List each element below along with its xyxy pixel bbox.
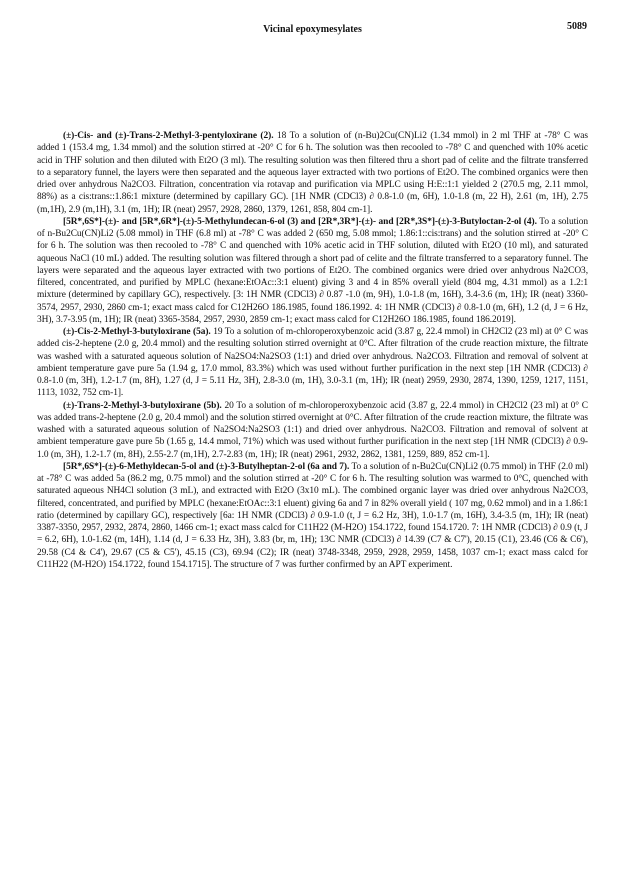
experimental-section bbox=[37, 130, 588, 571]
paragraph-compounds-3-4 bbox=[37, 216, 588, 326]
paragraph-text: 19 To a solution of m-chloroperoxybenzoic acid (3.87 g, 22.4 mmol) in CH2Cl2 (23 ml) at 0° C was added cis-2-heptene (2.0 g, 20.4 mmol) and the resulting solution stirred overnight at 0°C. After filtration of the crude reaction mixture, the filtrate was washed with a saturated aqueous solution of Na2SO4:Na2SO3 (1:1) and dried over anhydrous. Na2CO3. Filtration and removal of solvent at ambient temperature gave pure 5a (1.94 g, 17.0 mmol, 83.3%) which was used without further purification in the next step [1H NMR (CDCl3) ∂ 0.8-1.0 (m, 3H), 1.2-1.7 (m, 8H), 1.27 (d, J = 5.11 Hz, 3H), 2.8-3.0 (m, 1H), 3.0-3.1 (m, 1H); IR (neat) 2959, 2930, 2874, 1390, 1259, 1217, 1151, 1113, 1032, 752 cm-1]. bbox=[37, 327, 588, 399]
compound-heading: [5R*,6S*]-(±)-6-Methyldecan-5-ol and (±)-3-Butylheptan-2-ol (6a and 7). bbox=[63, 461, 350, 472]
paragraph-text: To a solution of n-Bu2Cu(CN)Li2 (5.08 mmol) in THF (6.8 ml) at -78° C was added 2 (650 mg, 5.08 mmol; 1.86:1::cis:trans) and the solution stirred at -20° C for 6 h. The solution was then recooled to -78° C and quenched with 10% acetic acid in THF solution, diluted with Et2O (10 ml), and saturated aqueous NaCl (10 mL) added. The resulting solution was filtered through a short pad of celite and the filtrate transferred to a separatory funnel. The layers were separated and the aqueous layer extracted with two portions of Et2O. The combined organics were dried over anhydrous Na2CO3, filtered, concentrated, and purified by MPLC (hexane:EtOAc::3:1 eluent) giving 3 and 4 in 85% overall yield (804 mg, 4.31 mmol) as a 1.2:1 mixture (determined by capillary GC), respectively. [3: 1H NMR (CDCl3) ∂ 0.87 -1.0 (m, 9H), 1.0-1.8 (m, 16H), 3.4-3.6 (m, 1H); IR (neat) 3360-3574, 2957, 2930, 2860 cm-1; exact mass calcd for C12H26O 186.1985, found 186.1992. 4: 1H NMR (CDCl3) ∂ 0.8-1.0 (m, 6H), 1.2 (d, J = 6 Hz, 3H), 3.7-3.95 (m, 1H); IR (neat) 3365-3584, 2957, 2930, 2859 cm-1; exact mass calcd for C12H26O 186.1985, found 186.2019]. bbox=[37, 216, 589, 325]
paragraph-text: To a solution of n-Bu2Cu(CN)Li2 (0.75 mmol) in THF (2.0 ml) at -78° C was added 5a (86.2 mg, 0.75 mmol) and the solution stirred at -20° C for 6 h. The resulting solution was warmed to 0°C, quenched with saturated aqueous NH4Cl solution (3 mL), and extracted with Et2O (3x10 mL). The combined organic layer was dried over anhydrous Na2CO3, filtered, concentrated, and purified by MPLC (hexane:EtOAc::3:1 eluent) giving 6a and 7 in 82% overall yield ( 107 mg, 0.62 mmol) and in a 1.86:1 ratio (determined by capillary GC), respectively [6a: 1H NMR (CDCl3) ∂ 0.9-1.0 (t, J = 6.2 Hz, 3H), 1.0-1.7 (m, 16H), 3.4-3.5 (m, 1H); IR (neat) 3387-3350, 2957, 2932, 2874, 2860, 1466 cm-1; exact mass calcd for C11H22 (M-H2O) 154.1722, found 154.1720. 7: 1H NMR (CDCl3) ∂ 0.9 (t, J = 6.2, 6H), 1.0-1.62 (m, 14H), 1.14 (d, J = 6.33 Hz, 3H), 3.83 (br, m, 1H); 13C NMR (CDCl3) ∂ 14.39 (C7 & C7'), 20.15 (C1), 23.46 (C6 & C6'), 29.58 (C4 & C4'), 29.67 (C5 & C5'), 45.15 (C3), 69.94 (C2); IR (neat) 3748-3348, 2959, 2928, 2959, 1458, 1037 cm-1; exact mass calcd for C11H22 (M-H2O) 154.1722, found 154.1715]. The structure of 7 was further confirmed by an APT experiment. bbox=[37, 461, 588, 570]
compound-heading: (±)-Trans-2-Methyl-3-butyloxirane (5b). bbox=[63, 400, 222, 411]
compound-heading: (±)-Cis- and (±)-Trans-2-Methyl-3-pentyloxirane (2). bbox=[63, 131, 274, 141]
paragraph-compound-2 bbox=[37, 130, 588, 216]
paragraph-text: 20 To a solution of m-chloroperoxybenzoic acid (3.87 g, 22.4 mmol) in CH2Cl2 (23 ml) at 0° C was added trans-2-heptene (2.0 g, 20.4 mmol) and the solution stirred overnight at 0°C. After filtration of the crude reaction mixture, the filtrate was washed with a saturated aqueous solution of Na2SO4:Na2SO3 (1:1) and dried over anhydrous. Na2CO3. Filtration and removal of solvent at ambient temperature gave pure 5b (1.65 g, 14.4 mmol, 71%) which was used without further purification in the next step [1H NMR (CDCl3) ∂ 0.9-1.0 (m, 3H), 1.2-1.7 (m, 8H), 2.55-2.7 (m,1H), 2.7-2.83 (m, 1H); IR (neat) 2961, 2932, 2862, 1381, 1259, 889, 852 cm-1]. bbox=[37, 400, 588, 460]
compound-heading: (±)-Cis-2-Methyl-3-butyloxirane (5a). bbox=[63, 327, 211, 337]
compound-heading: [5R*,6S*]-(±)- and [5R*,6R*]-(±)-5-Methylundecan-6-ol (3) and [2R*,3R*]-(±)- and [2R*,3S*]-(±)-3-Butyloctan-2-ol (4). bbox=[63, 216, 537, 227]
running-title: Vicinal epoxymesylates bbox=[263, 24, 362, 35]
paragraph-compound-5b bbox=[37, 400, 588, 461]
paragraph-compounds-6a-7 bbox=[37, 461, 588, 571]
paragraph-text: 18 To a solution of (n-Bu)2Cu(CN)Li2 (1.34 mmol) in 2 ml THF at -78° C was added 1 (153.4 mg, 1.34 mmol) and the solution stirred at -20° C for 6 h. The solution was then recooled to -78° C and quenched with 10% acetic acid in THF solution and then diluted with Et2O (3 ml). The resulting solution was then filtered thru a short pad of celite and the filtrate transferred to a separatory funnel, the layers were then separated and the aqueous layer extracted with two portions of Et2O. The combined organics were then dried over anhydrous Na2CO3. Filtration, concentration via rotavap and purification via MPLC using H:E::1:1 yielded 2 (270.5 mg, 2.11 mmol, 88%) as a cis:trans::1.86:1 mixture (determined by capillary GC). [1H NMR (CDCl3) ∂ 0.8-1.0 (m, 6H), 1.0-1.8 (m, 22 H), 2.61 (m, 1H), 2.75 (m,1H), 2.9 (m,1H), 3.1 (m, 1H); IR (neat) 2957, 2928, 2860, 1379, 1261, 858, 804 cm-1]. bbox=[37, 131, 589, 215]
paragraph-compound-5a bbox=[37, 326, 588, 400]
page-number: 5089 bbox=[567, 21, 587, 32]
